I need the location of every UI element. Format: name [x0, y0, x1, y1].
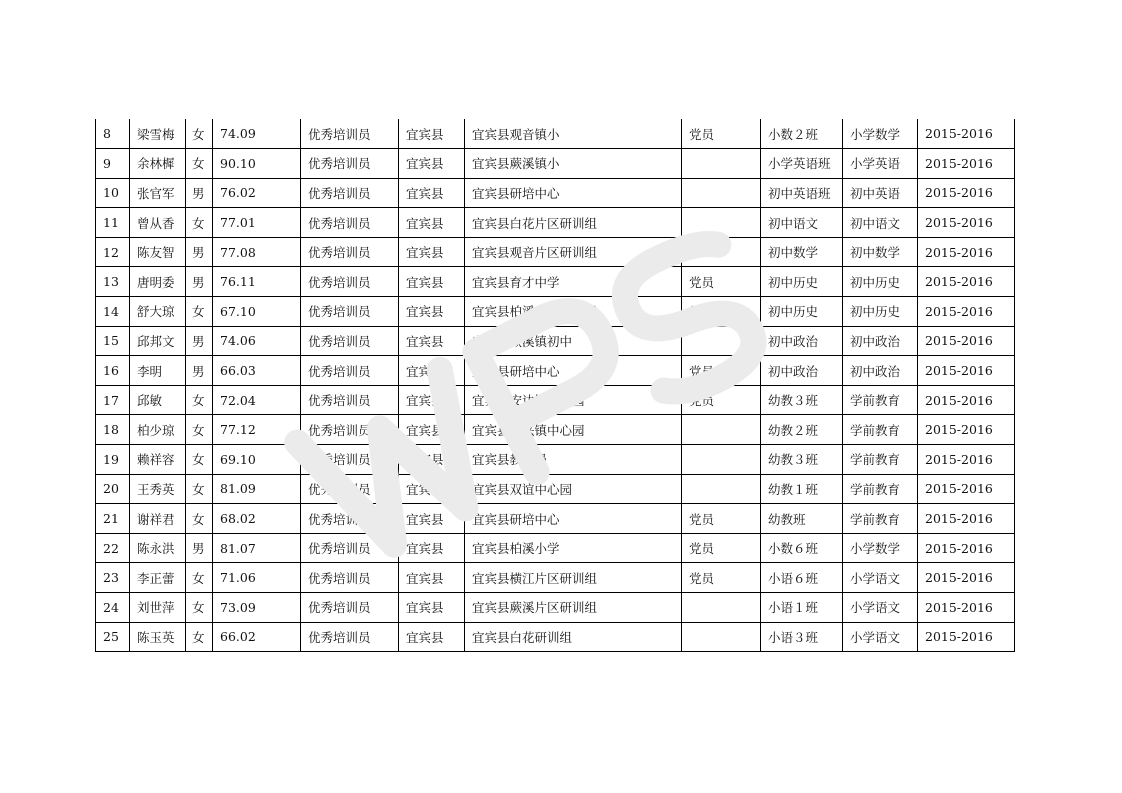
- score-cell: 76.11: [213, 267, 301, 297]
- subject-cell: 初中历史: [843, 267, 918, 297]
- table-row: [96, 622, 1015, 652]
- subject-cell: 初中历史: [843, 297, 918, 327]
- table-row: [96, 237, 1015, 267]
- table-row: [96, 297, 1015, 327]
- party-status-cell: [682, 326, 761, 356]
- score-cell: 74.09: [213, 119, 301, 149]
- period-cell: 2015-2016: [918, 237, 1015, 267]
- work-unit-cell: 宜宾县白花研训组: [465, 622, 682, 652]
- county-cell: 宜宾县: [399, 445, 465, 475]
- subject-cell: 学前教育: [843, 385, 918, 415]
- work-unit-cell: 宜宾县研培中心: [465, 504, 682, 534]
- row-number-cell: 13: [96, 267, 130, 297]
- row-number-cell: 25: [96, 622, 130, 652]
- subject-cell: 小学语文: [843, 563, 918, 593]
- score-cell: 76.02: [213, 178, 301, 208]
- party-status-cell: 党员: [682, 297, 761, 327]
- work-unit-cell: 宜宾县蕨溪片区研训组: [465, 593, 682, 623]
- name-cell: 梁雪梅: [130, 119, 186, 149]
- name-cell: 邱敏: [130, 385, 186, 415]
- row-number-cell: 23: [96, 563, 130, 593]
- period-cell: 2015-2016: [918, 149, 1015, 179]
- sex-cell: 男: [186, 356, 213, 386]
- row-number-cell: 14: [96, 297, 130, 327]
- table-row: [96, 593, 1015, 623]
- party-status-cell: [682, 178, 761, 208]
- table-row: [96, 356, 1015, 386]
- work-unit-cell: 宜宾县蕨溪镇小: [465, 149, 682, 179]
- county-cell: 宜宾县: [399, 563, 465, 593]
- honor-title-cell: 优秀培训员: [301, 178, 399, 208]
- table-row: [96, 385, 1015, 415]
- sex-cell: 女: [186, 445, 213, 475]
- name-cell: 曾从香: [130, 208, 186, 238]
- name-cell: 唐明委: [130, 267, 186, 297]
- sex-cell: 女: [186, 415, 213, 445]
- row-number-cell: 12: [96, 237, 130, 267]
- name-cell: 舒大琼: [130, 297, 186, 327]
- honor-title-cell: 优秀培训员: [301, 208, 399, 238]
- subject-cell: 小学语文: [843, 622, 918, 652]
- name-cell: 赖祥容: [130, 445, 186, 475]
- sex-cell: 女: [186, 474, 213, 504]
- class-cell: 幼教３班: [761, 445, 843, 475]
- sex-cell: 女: [186, 297, 213, 327]
- table-row: [96, 445, 1015, 475]
- score-cell: 77.12: [213, 415, 301, 445]
- class-cell: 幼教２班: [761, 415, 843, 445]
- period-cell: 2015-2016: [918, 326, 1015, 356]
- party-status-cell: 党员: [682, 385, 761, 415]
- score-cell: 68.02: [213, 504, 301, 534]
- table-row: [96, 563, 1015, 593]
- party-status-cell: [682, 474, 761, 504]
- row-number-cell: 24: [96, 593, 130, 623]
- table-row: [96, 533, 1015, 563]
- row-number-cell: 9: [96, 149, 130, 179]
- table-row: [96, 326, 1015, 356]
- class-cell: 小数６班: [761, 533, 843, 563]
- work-unit-cell: 宜宾县永兴镇中心园: [465, 415, 682, 445]
- table-row: [96, 208, 1015, 238]
- county-cell: 宜宾县: [399, 178, 465, 208]
- work-unit-cell: 宜宾县蕨溪镇初中: [465, 326, 682, 356]
- sex-cell: 女: [186, 593, 213, 623]
- score-cell: 69.10: [213, 445, 301, 475]
- score-cell: 77.01: [213, 208, 301, 238]
- work-unit-cell: 宜宾县育才中学: [465, 267, 682, 297]
- roster-table: [95, 119, 1015, 652]
- work-unit-cell: 宜宾县柏溪片区研训组: [465, 297, 682, 327]
- work-unit-cell: 宜宾县白花片区研训组: [465, 208, 682, 238]
- honor-title-cell: 优秀培训员: [301, 356, 399, 386]
- name-cell: 陈友智: [130, 237, 186, 267]
- period-cell: 2015-2016: [918, 119, 1015, 149]
- row-number-cell: 11: [96, 208, 130, 238]
- row-number-cell: 17: [96, 385, 130, 415]
- period-cell: 2015-2016: [918, 178, 1015, 208]
- work-unit-cell: 宜宾县观音片区研训组: [465, 237, 682, 267]
- county-cell: 宜宾县: [399, 267, 465, 297]
- class-cell: 初中政治: [761, 326, 843, 356]
- party-status-cell: [682, 208, 761, 238]
- honor-title-cell: 优秀培训员: [301, 533, 399, 563]
- row-number-cell: 20: [96, 474, 130, 504]
- class-cell: 小语１班: [761, 593, 843, 623]
- score-cell: 90.10: [213, 149, 301, 179]
- subject-cell: 小学数学: [843, 119, 918, 149]
- subject-cell: 小学数学: [843, 533, 918, 563]
- subject-cell: 初中语文: [843, 208, 918, 238]
- period-cell: 2015-2016: [918, 385, 1015, 415]
- honor-title-cell: 优秀培训员: [301, 297, 399, 327]
- county-cell: 宜宾县: [399, 297, 465, 327]
- work-unit-cell: 宜宾县研培中心: [465, 178, 682, 208]
- row-number-cell: 22: [96, 533, 130, 563]
- class-cell: 初中英语班: [761, 178, 843, 208]
- honor-title-cell: 优秀培训员: [301, 504, 399, 534]
- period-cell: 2015-2016: [918, 593, 1015, 623]
- party-status-cell: 党员: [682, 504, 761, 534]
- county-cell: 宜宾县: [399, 622, 465, 652]
- sex-cell: 女: [186, 622, 213, 652]
- period-cell: 2015-2016: [918, 474, 1015, 504]
- period-cell: 2015-2016: [918, 504, 1015, 534]
- honor-title-cell: 优秀培训员: [301, 267, 399, 297]
- name-cell: 刘世萍: [130, 593, 186, 623]
- sex-cell: 女: [186, 385, 213, 415]
- name-cell: 陈玉英: [130, 622, 186, 652]
- score-cell: 81.07: [213, 533, 301, 563]
- sex-cell: 男: [186, 326, 213, 356]
- county-cell: 宜宾县: [399, 504, 465, 534]
- score-cell: 73.09: [213, 593, 301, 623]
- subject-cell: 初中政治: [843, 326, 918, 356]
- sex-cell: 男: [186, 178, 213, 208]
- row-number-cell: 16: [96, 356, 130, 386]
- row-number-cell: 15: [96, 326, 130, 356]
- class-cell: 小语６班: [761, 563, 843, 593]
- subject-cell: 学前教育: [843, 504, 918, 534]
- subject-cell: 学前教育: [843, 474, 918, 504]
- work-unit-cell: 宜宾县研培中心: [465, 356, 682, 386]
- score-cell: 66.02: [213, 622, 301, 652]
- subject-cell: 初中英语: [843, 178, 918, 208]
- score-cell: 66.03: [213, 356, 301, 386]
- subject-cell: 小学语文: [843, 593, 918, 623]
- class-cell: 小学英语班: [761, 149, 843, 179]
- county-cell: 宜宾县: [399, 208, 465, 238]
- score-cell: 77.08: [213, 237, 301, 267]
- honor-title-cell: 优秀培训员: [301, 474, 399, 504]
- sex-cell: 女: [186, 504, 213, 534]
- sex-cell: 男: [186, 533, 213, 563]
- score-cell: 72.04: [213, 385, 301, 415]
- row-number-cell: 18: [96, 415, 130, 445]
- honor-title-cell: 优秀培训员: [301, 445, 399, 475]
- name-cell: 谢祥君: [130, 504, 186, 534]
- row-number-cell: 21: [96, 504, 130, 534]
- table-row: [96, 149, 1015, 179]
- honor-title-cell: 优秀培训员: [301, 563, 399, 593]
- party-status-cell: [682, 622, 761, 652]
- name-cell: 张官军: [130, 178, 186, 208]
- party-status-cell: 党员: [682, 356, 761, 386]
- name-cell: 邱邦文: [130, 326, 186, 356]
- period-cell: 2015-2016: [918, 445, 1015, 475]
- party-status-cell: 党员: [682, 119, 761, 149]
- class-cell: 小数２班: [761, 119, 843, 149]
- county-cell: 宜宾县: [399, 474, 465, 504]
- period-cell: 2015-2016: [918, 415, 1015, 445]
- sex-cell: 女: [186, 208, 213, 238]
- class-cell: 初中数学: [761, 237, 843, 267]
- honor-title-cell: 优秀培训员: [301, 415, 399, 445]
- party-status-cell: [682, 593, 761, 623]
- class-cell: 幼教１班: [761, 474, 843, 504]
- name-cell: 王秀英: [130, 474, 186, 504]
- county-cell: 宜宾县: [399, 356, 465, 386]
- party-status-cell: [682, 415, 761, 445]
- period-cell: 2015-2016: [918, 267, 1015, 297]
- county-cell: 宜宾县: [399, 593, 465, 623]
- party-status-cell: [682, 237, 761, 267]
- county-cell: 宜宾县: [399, 385, 465, 415]
- class-cell: 初中历史: [761, 297, 843, 327]
- period-cell: 2015-2016: [918, 297, 1015, 327]
- county-cell: 宜宾县: [399, 237, 465, 267]
- party-status-cell: 党员: [682, 563, 761, 593]
- class-cell: 初中历史: [761, 267, 843, 297]
- class-cell: 幼教班: [761, 504, 843, 534]
- period-cell: 2015-2016: [918, 356, 1015, 386]
- score-cell: 81.09: [213, 474, 301, 504]
- sex-cell: 女: [186, 149, 213, 179]
- honor-title-cell: 优秀培训员: [301, 149, 399, 179]
- honor-title-cell: 优秀培训员: [301, 593, 399, 623]
- work-unit-cell: 宜宾县柏溪小学: [465, 533, 682, 563]
- subject-cell: 小学英语: [843, 149, 918, 179]
- subject-cell: 学前教育: [843, 445, 918, 475]
- class-cell: 初中政治: [761, 356, 843, 386]
- party-status-cell: 党员: [682, 267, 761, 297]
- score-cell: 71.06: [213, 563, 301, 593]
- name-cell: 李明: [130, 356, 186, 386]
- work-unit-cell: 宜宾县教体局: [465, 445, 682, 475]
- period-cell: 2015-2016: [918, 622, 1015, 652]
- county-cell: 宜宾县: [399, 326, 465, 356]
- sex-cell: 男: [186, 237, 213, 267]
- name-cell: 柏少琼: [130, 415, 186, 445]
- name-cell: 余林樨: [130, 149, 186, 179]
- sex-cell: 女: [186, 563, 213, 593]
- row-number-cell: 19: [96, 445, 130, 475]
- party-status-cell: 党员: [682, 533, 761, 563]
- work-unit-cell: 宜宾县观音镇小: [465, 119, 682, 149]
- score-cell: 74.06: [213, 326, 301, 356]
- county-cell: 宜宾县: [399, 149, 465, 179]
- row-number-cell: 8: [96, 119, 130, 149]
- subject-cell: 学前教育: [843, 415, 918, 445]
- honor-title-cell: 优秀培训员: [301, 237, 399, 267]
- table-row: [96, 504, 1015, 534]
- period-cell: 2015-2016: [918, 533, 1015, 563]
- sex-cell: 女: [186, 119, 213, 149]
- table-row: [96, 119, 1015, 149]
- class-cell: 小语３班: [761, 622, 843, 652]
- class-cell: 初中语文: [761, 208, 843, 238]
- county-cell: 宜宾县: [399, 415, 465, 445]
- honor-title-cell: 优秀培训员: [301, 622, 399, 652]
- table-row: [96, 267, 1015, 297]
- sex-cell: 男: [186, 267, 213, 297]
- period-cell: 2015-2016: [918, 208, 1015, 238]
- work-unit-cell: 宜宾县安边镇中心园: [465, 385, 682, 415]
- subject-cell: 初中政治: [843, 356, 918, 386]
- work-unit-cell: 宜宾县横江片区研训组: [465, 563, 682, 593]
- row-number-cell: 10: [96, 178, 130, 208]
- honor-title-cell: 优秀培训员: [301, 326, 399, 356]
- subject-cell: 初中数学: [843, 237, 918, 267]
- work-unit-cell: 宜宾县双谊中心园: [465, 474, 682, 504]
- party-status-cell: [682, 445, 761, 475]
- period-cell: 2015-2016: [918, 563, 1015, 593]
- county-cell: 宜宾县: [399, 533, 465, 563]
- honor-title-cell: 优秀培训员: [301, 385, 399, 415]
- name-cell: 陈永洪: [130, 533, 186, 563]
- class-cell: 幼教３班: [761, 385, 843, 415]
- county-cell: 宜宾县: [399, 119, 465, 149]
- score-cell: 67.10: [213, 297, 301, 327]
- honor-title-cell: 优秀培训员: [301, 119, 399, 149]
- roster-table-body: [96, 119, 1015, 652]
- party-status-cell: [682, 149, 761, 179]
- table-row: [96, 474, 1015, 504]
- table-row: [96, 178, 1015, 208]
- name-cell: 李正蕾: [130, 563, 186, 593]
- table-row: [96, 415, 1015, 445]
